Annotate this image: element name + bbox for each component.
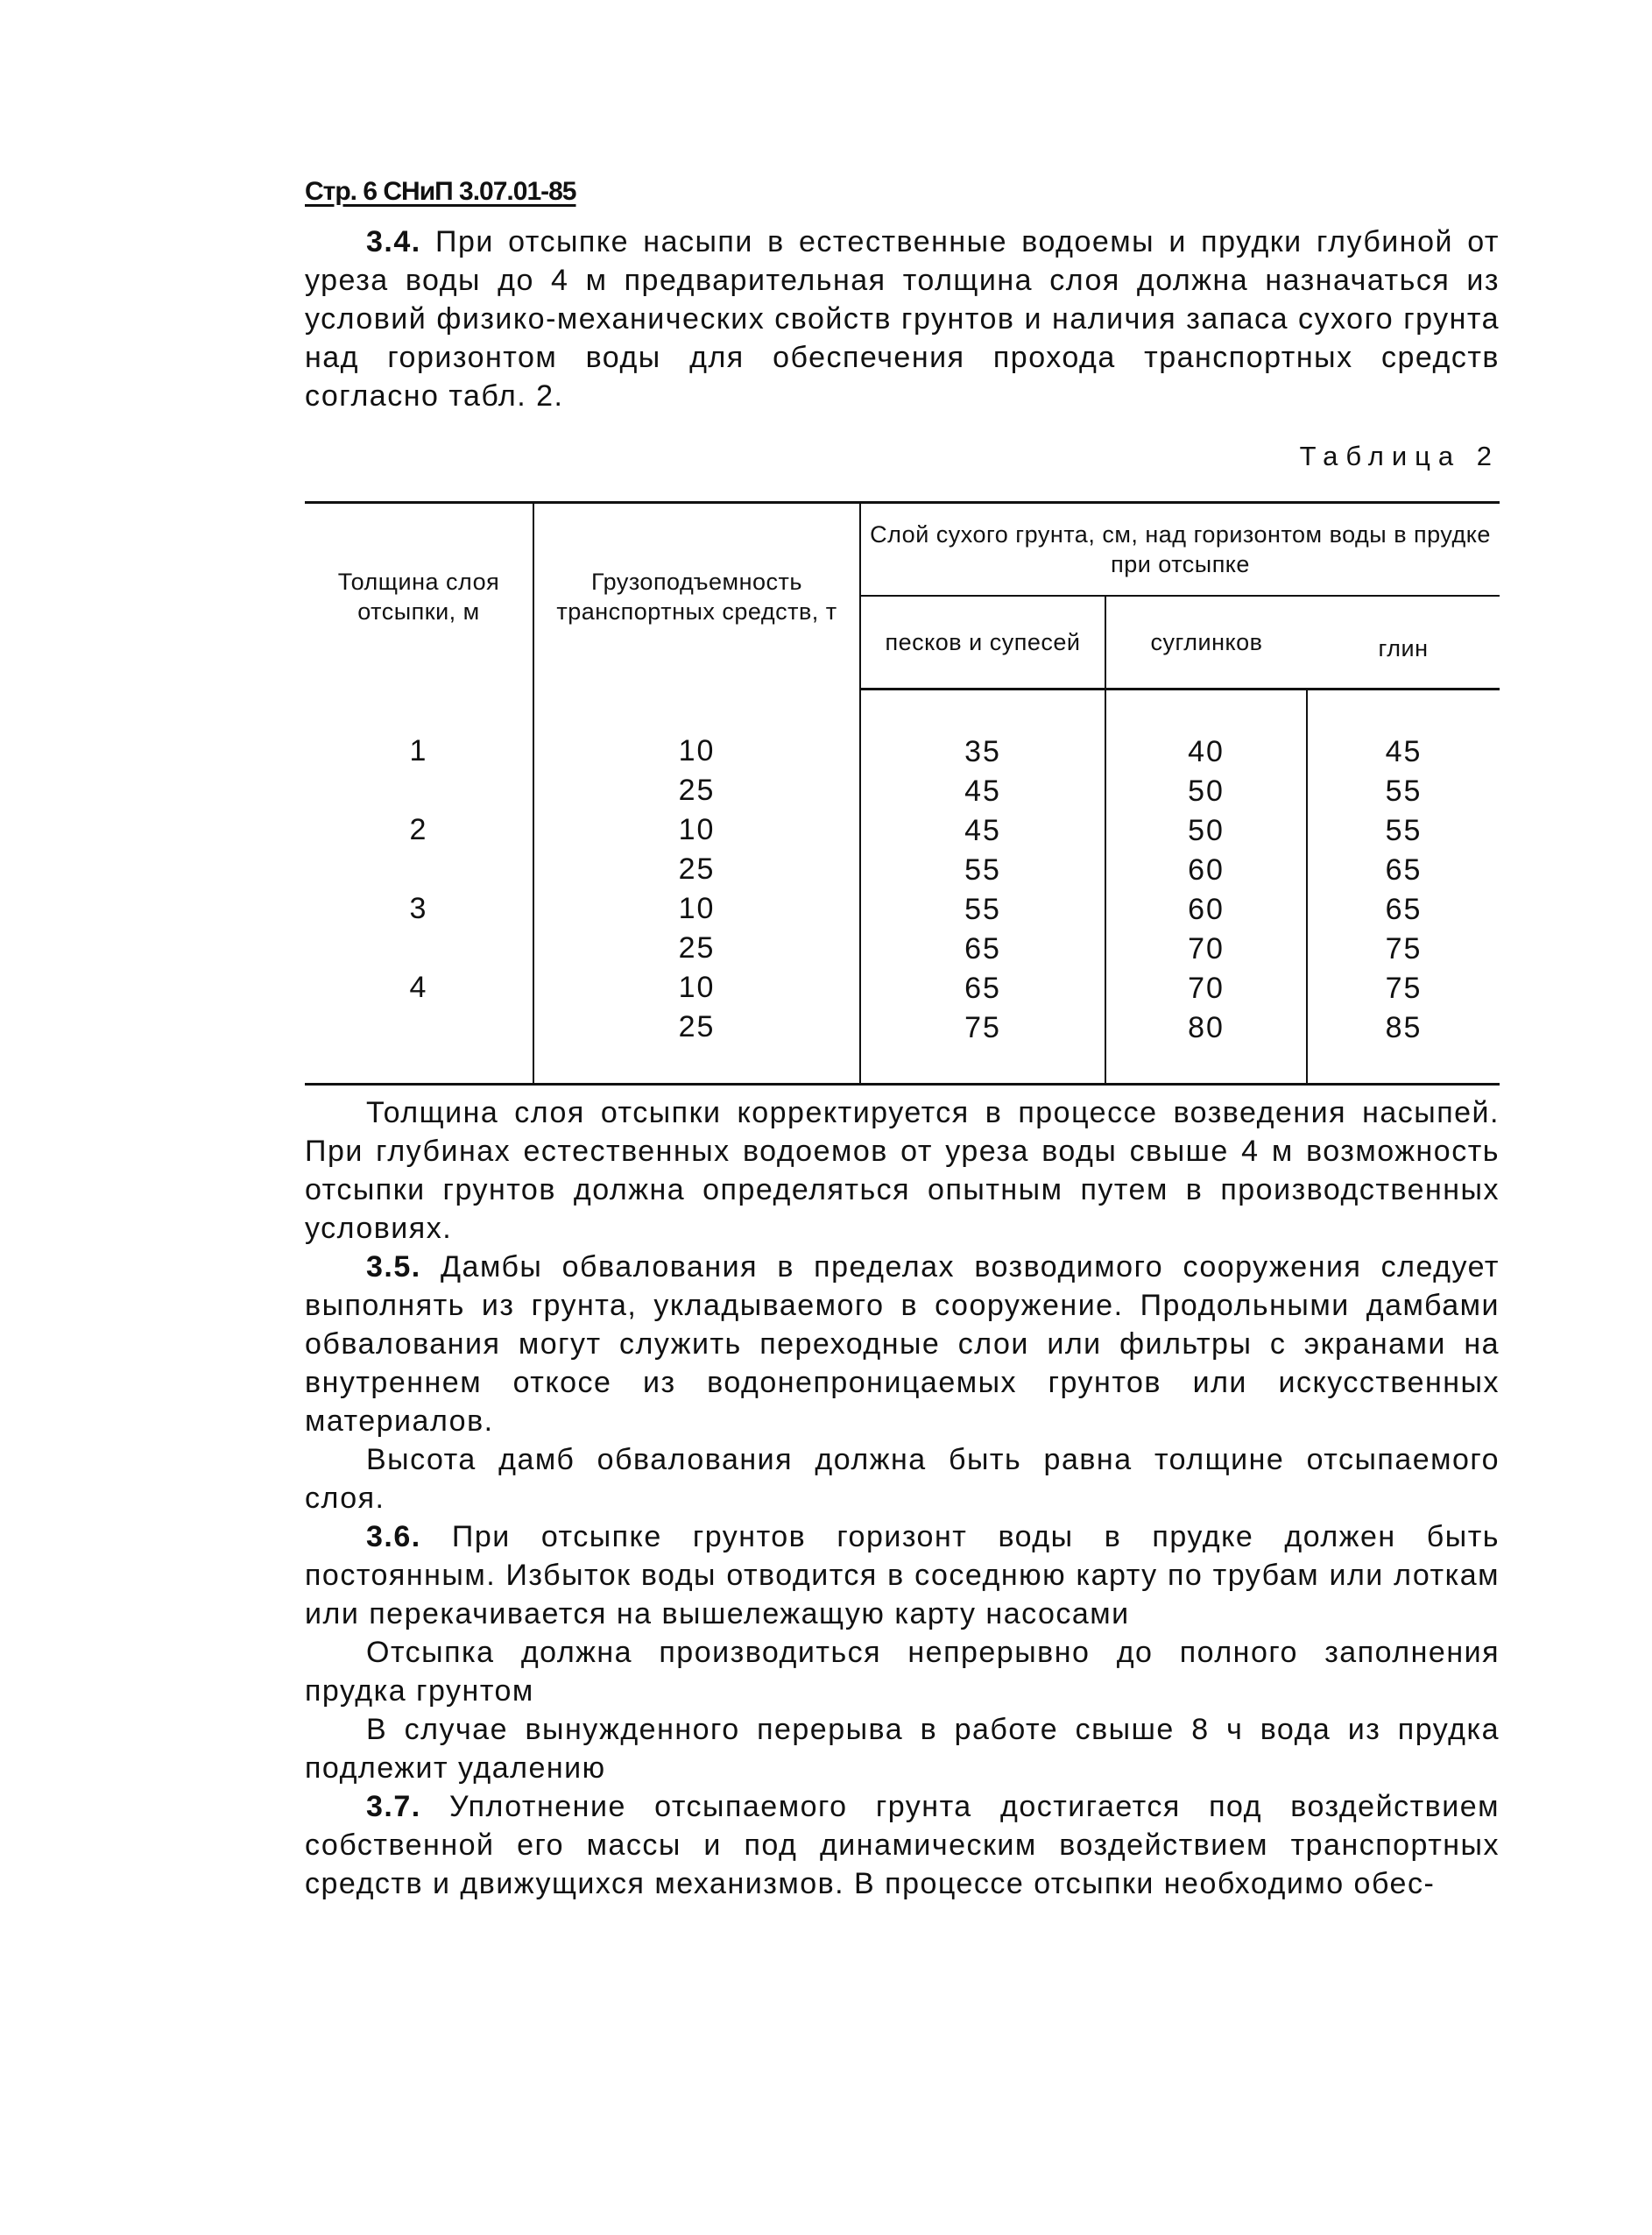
table-cell: 65 <box>964 932 1001 965</box>
section-3-6 <box>305 1517 1500 1633</box>
table-cell <box>305 929 533 968</box>
header-loam: суглинков <box>1105 596 1307 690</box>
table-cell: 65 <box>964 972 1001 1005</box>
table-cell: 1 <box>409 733 428 767</box>
table-cell: 80 <box>1188 1011 1225 1044</box>
section-3-4 <box>305 223 1500 415</box>
table-body-row <box>305 690 1500 1085</box>
header-capacity: Грузоподъемность транспортных средств, т <box>533 503 860 690</box>
header-thickness: Толщина слоя отсыпки, м <box>337 568 500 625</box>
table-cell: 4 <box>409 970 428 1004</box>
paragraph-dam-height: Высота дамб обвалования должна быть равна толщине отсыпаемого слоя. <box>305 1443 1500 1515</box>
table-cell: 60 <box>1188 853 1225 887</box>
paragraph-continuous-fill: Отсыпка должна производиться непрерывно до полного заполнения прудка грунтом <box>305 1636 1500 1708</box>
table-cell: 75 <box>1385 932 1423 965</box>
header-dry-soil-group: Слой сухого грунта, см, над горизонтом воды в прудке при отсыпке <box>860 503 1500 597</box>
table-cell <box>305 1008 533 1047</box>
section-3-7 <box>305 1787 1500 1903</box>
section-text: Дамбы обвалования в пределах возводимого сооружения следует выполнять из грунта, укладываемого в сооружение. Продольными дамбами обвалования могут служить переходные слои или фильтры с экранами на внутреннем откосе из водонепроницаемых грунтов или искусственных материалов. <box>305 1250 1500 1438</box>
table-cell: 50 <box>1188 774 1225 808</box>
table-cell: 45 <box>964 774 1001 808</box>
loam-column <box>1105 690 1307 1085</box>
data-table <box>305 501 1500 1086</box>
section-text: При отсыпке насыпи в естественные водоемы и прудки глубиной от уреза воды до 4 м предварительная толщина слоя должна назначаться из условий физико-механических свойств грунтов и наличия запаса сухого грунта над горизонтом воды для обеспечения прохода транспортных средств согласно табл. 2. <box>305 225 1500 413</box>
table-cell: 75 <box>964 1011 1001 1044</box>
table-cell: 10 <box>678 970 716 1004</box>
sand-column <box>860 690 1105 1085</box>
table-cell: 10 <box>678 891 716 925</box>
table-cell: 50 <box>1188 814 1225 847</box>
section-number: 3.4. <box>366 225 421 258</box>
table-cell <box>305 850 533 889</box>
thickness-column <box>305 690 533 1085</box>
table-caption: Таблица 2 <box>1299 441 1500 471</box>
table-cell: 55 <box>1385 774 1423 808</box>
table-cell: 10 <box>678 812 716 846</box>
table-cell: 10 <box>678 733 716 767</box>
table-cell: 70 <box>1188 932 1225 965</box>
table-cell <box>305 771 533 810</box>
header-clay: глин <box>1307 596 1500 690</box>
table-cell: 75 <box>1385 972 1423 1005</box>
table-cell: 70 <box>1188 972 1225 1005</box>
table-cell: 25 <box>678 773 716 807</box>
header-sand: песков и супесей <box>860 596 1105 690</box>
table-cell: 55 <box>1385 814 1423 847</box>
clay-column <box>1307 690 1500 1085</box>
table-cell: 25 <box>678 930 716 965</box>
paragraph-thickness-correction: Толщина слоя отсыпки корректируется в процессе возведения насыпей. При глубинах естественных водоемов от уреза воды свыше 4 м возможность отсыпки грунтов должна определяться опытным путем в производственных условиях. <box>305 1096 1500 1245</box>
section-number: 3.7. <box>366 1790 421 1823</box>
table-cell: 40 <box>1188 735 1225 768</box>
table-cell: 3 <box>409 891 428 925</box>
page-header: Стр. 6 СНиП 3.07.01-85 <box>305 177 576 206</box>
section-text: Уплотнение отсыпаемого грунта достигается под воздействием собственной его массы и под динамическим воздействием транспортных средств и движущихся механизмов. В процессе отсыпки необходимо обес- <box>305 1790 1500 1900</box>
section-number: 3.5. <box>366 1250 421 1284</box>
table-cell: 35 <box>964 735 1001 768</box>
table-cell: 85 <box>1385 1011 1423 1044</box>
paragraph-break-water: В случае вынужденного перерыва в работе свыше 8 ч вода из прудка подлежит удалению <box>305 1713 1500 1785</box>
section-text: При отсыпке грунтов горизонт воды в прудке должен быть постоянным. Избыток воды отводится в соседнюю карту по трубам или лоткам или перекачивается на вышележащую карту насосами <box>305 1520 1500 1630</box>
table-cell: 60 <box>1188 893 1225 926</box>
table-cell: 45 <box>1385 735 1423 768</box>
table-cell: 25 <box>678 1009 716 1043</box>
table-cell: 45 <box>964 814 1001 847</box>
table-cell: 65 <box>1385 893 1423 926</box>
capacity-column <box>533 690 860 1085</box>
table-cell: 55 <box>964 893 1001 926</box>
section-number: 3.6. <box>366 1520 421 1553</box>
table-cell: 25 <box>678 852 716 886</box>
table-cell: 2 <box>409 812 428 846</box>
section-3-5 <box>305 1248 1500 1440</box>
table-cell: 55 <box>964 853 1001 887</box>
table-cell: 65 <box>1385 853 1423 887</box>
